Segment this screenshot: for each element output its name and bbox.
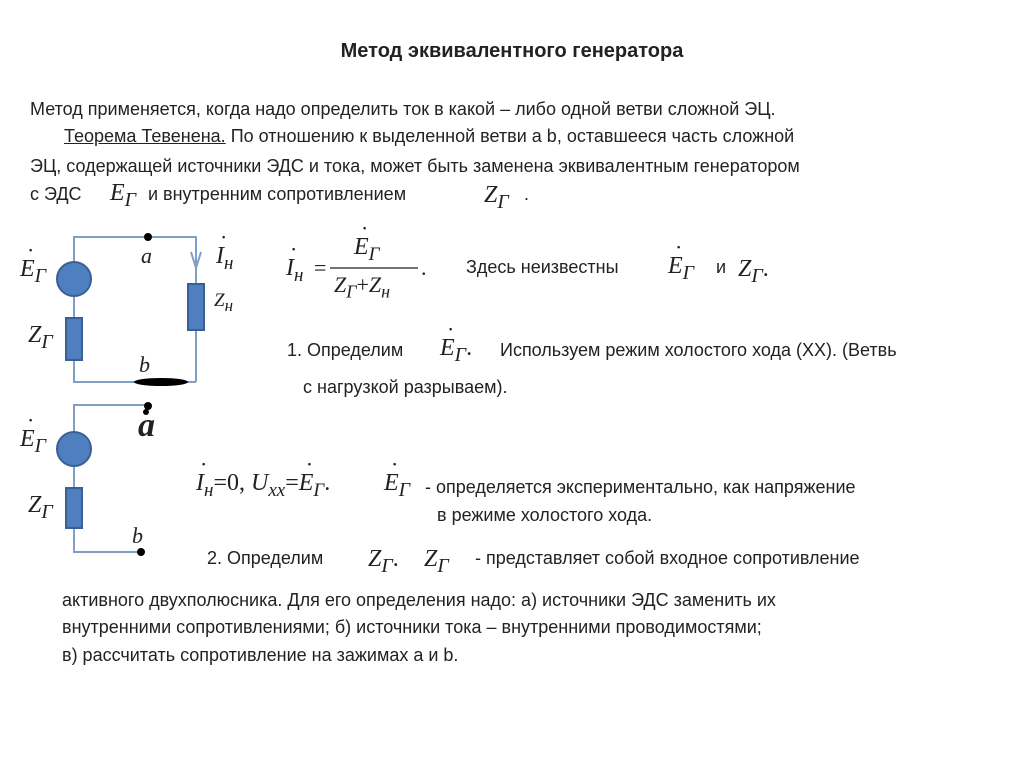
formula-period: . (421, 255, 427, 280)
circuit-2-zg-resistor (66, 488, 82, 528)
circuit-1-load-resistor (188, 284, 204, 330)
oc-formula: ˙ $I_н=0$, $U_{xx}=˙$ $E_Г$. (196, 470, 330, 502)
c2-a-label: a (138, 407, 155, 444)
oc-desc-b: в режиме холостого хода. (437, 505, 653, 525)
intro-eg-symbol: $E_Г$ (110, 180, 137, 211)
step1-prefix: 1. Определим (287, 340, 404, 360)
unknowns-and: и (716, 257, 727, 277)
c1-a-label: a (141, 243, 152, 268)
c1-eg-label: ˙ $E_Г$ (20, 256, 46, 288)
formula-in: ˙ $I_н$ (286, 255, 303, 287)
formula-numerator: ˙ $E_Г$ (354, 234, 379, 266)
terminal-b-1 (134, 378, 188, 386)
c2-eg-label: ˙ $E_Г$ (20, 426, 46, 458)
step2-zg-a: $Z_Г$. (368, 546, 399, 577)
step1-text-b: с нагрузкой разрываем). (303, 377, 508, 397)
intro-line-3: ЭЦ, содержащей источники ЭДС и тока, может быть заменена эквивалентным генератором (30, 156, 800, 176)
unknowns-label: Здесь неизвестны (466, 257, 619, 277)
step1-text-a: Используем режим холостого хода (ХХ). (Ветвь (500, 340, 897, 360)
oc-eg: ˙ $E_Г$ (384, 470, 410, 502)
step2-line3: внутренними сопротивлениями; б) источники тока – внутренними проводимостями; (62, 617, 762, 637)
page-title: Метод эквивалентного генератора (340, 40, 684, 62)
terminal-b-2 (137, 548, 145, 556)
theorem-label: Теорема Тевенена. (64, 126, 226, 146)
intro-line-4b: и внутренним сопротивлением (148, 184, 407, 204)
circuit-1-zg-resistor (66, 318, 82, 360)
step1-eg: ˙ $E_Г$. (440, 335, 472, 367)
intro-line-1: Метод применяется, когда надо определить ток в какой – либо одной ветви сложной ЭЦ. (30, 99, 776, 119)
circuit-1-source (57, 262, 91, 296)
terminal-a-1 (144, 233, 152, 241)
intro-line-2-rest: По отношению к выделенной ветви a b, оставшееся часть сложной (230, 126, 795, 146)
oc-desc-a: - определяется экспериментально, как напряжение (425, 477, 856, 497)
circuit-2-source (57, 432, 91, 466)
c2-zg-label: $Z_Г$ (28, 492, 53, 523)
unknowns-zg: $Z_Г$. (738, 256, 769, 287)
circuit-1-wires (74, 237, 196, 382)
step2-prefix: 2. Определим (207, 548, 324, 568)
c1-in-label: ˙ $I_н$ (216, 243, 233, 275)
c1-b-label: b (139, 352, 150, 377)
intro-line-4a: с ЭДС (30, 184, 82, 204)
c1-zn-label: $Z_н$ (214, 290, 234, 315)
step2-line2: активного двухполюсника. Для его определения надо: а) источники ЭДС заменить их (62, 590, 776, 610)
formula-denominator: $Z_Г+Z_н$ (334, 272, 391, 302)
unknowns-eg: ˙ $E_Г$ (668, 253, 694, 285)
c1-zg-label: $Z_Г$ (28, 322, 53, 353)
intro-line-4-end: . (524, 184, 530, 204)
step2-line4: в) рассчитать сопротивление на зажимах a и b. (62, 645, 459, 665)
c2-b-label: b (132, 523, 143, 548)
step2-desc: - представляет собой входное сопротивление (475, 548, 860, 568)
formula-eq: = (314, 255, 327, 280)
intro-zg-symbol: $Z_Г$ (484, 182, 509, 213)
step2-zg-b: $Z_Г$ (424, 546, 449, 577)
